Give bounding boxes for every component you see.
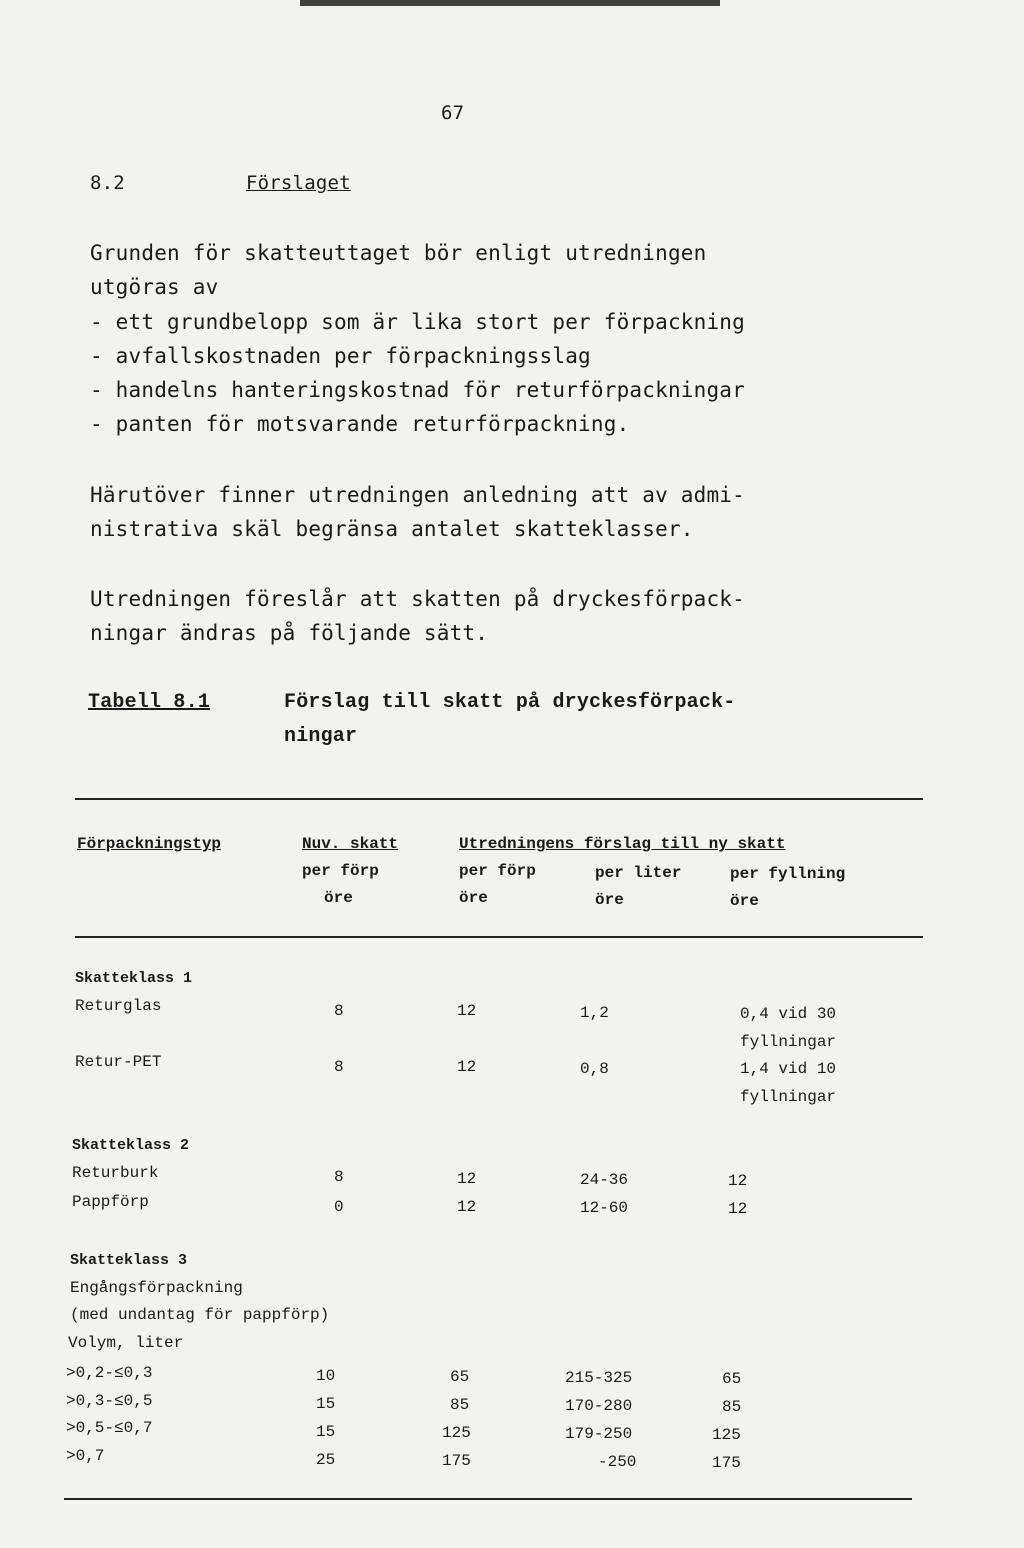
cell-per-liter: 215-325	[565, 1369, 633, 1387]
cell-per-fill: 85	[722, 1398, 742, 1416]
cell-current: 8	[334, 1168, 344, 1186]
table-label: Tabell 8.1	[88, 691, 211, 714]
cell-current: 0	[334, 1198, 344, 1216]
class-heading: Skatteklass 1	[75, 970, 193, 987]
cell-per-fill: 1,4 vid 10	[740, 1060, 837, 1078]
cell-per-forp: 175	[442, 1452, 471, 1470]
paragraph-line: nistrativa skäl begränsa antalet skatteklasser.	[90, 517, 694, 541]
section-number: 8.2	[90, 172, 125, 194]
scan-edge-mark	[300, 0, 720, 6]
paragraph-line: utgöras av	[90, 275, 219, 299]
table-title: Förslag till skatt på dryckesförpack-	[284, 691, 736, 714]
cell-type: >0,5-≤0,7	[66, 1419, 153, 1437]
cell-type: Returglas	[75, 997, 162, 1015]
table-header-rule	[75, 936, 923, 938]
table-bottom-rule	[64, 1498, 912, 1500]
cell-type: Returburk	[72, 1164, 159, 1182]
cell-per-forp: 65	[450, 1368, 470, 1386]
cell-per-fill: 12	[728, 1200, 748, 1218]
table-title-cont: ningar	[284, 725, 358, 748]
subheader: per förp	[459, 862, 536, 880]
paragraph-line: Härutöver finner utredningen anledning att av admi-	[90, 483, 745, 507]
class-description: (med undantag för pappförp)	[70, 1306, 330, 1324]
cell-per-fill: 12	[728, 1172, 748, 1190]
cell-per-forp: 12	[457, 1198, 477, 1216]
paragraph-line: - avfallskostnaden per förpackningsslag	[90, 344, 591, 368]
cell-per-liter: 1,2	[580, 1004, 609, 1022]
paragraph-line: Utredningen föreslår att skatten på dryckesförpack-	[90, 587, 745, 611]
cell-per-forp: 85	[450, 1396, 470, 1414]
class-heading: Skatteklass 2	[72, 1137, 190, 1154]
class-heading: Skatteklass 3	[70, 1252, 188, 1269]
cell-type: >0,7	[66, 1447, 105, 1465]
class-description: Volym, liter	[68, 1334, 184, 1352]
subheader-unit: öre	[730, 892, 759, 910]
cell-type: >0,2-≤0,3	[66, 1364, 153, 1382]
cell-current: 10	[316, 1367, 336, 1385]
cell-per-fill: 65	[722, 1370, 742, 1388]
paragraph-line: - handelns hanteringskostnad för returförpackningar	[90, 378, 745, 402]
paragraph-line: - panten för motsvarande returförpackning.	[90, 412, 630, 436]
header-current-tax: Nuv. skatt	[302, 835, 399, 853]
cell-current: 25	[316, 1451, 336, 1469]
cell-type: >0,3-≤0,5	[66, 1392, 153, 1410]
cell-per-forp: 12	[457, 1058, 477, 1076]
cell-per-liter: 12-60	[580, 1199, 629, 1217]
cell-per-fill-cont: fyllningar	[740, 1033, 837, 1051]
paragraph-line: - ett grundbelopp som är lika stort per förpackning	[90, 310, 745, 334]
cell-per-fill: 125	[712, 1426, 741, 1444]
subheader-unit: öre	[595, 891, 624, 909]
paragraph-line: Grunden för skatteuttaget bör enligt utredningen	[90, 241, 707, 265]
cell-current: 15	[316, 1423, 336, 1441]
section-title: Förslaget	[246, 172, 351, 194]
paragraph-line: ningar ändras på följande sätt.	[90, 621, 489, 645]
subheader-unit: öre	[324, 889, 353, 907]
cell-per-fill-cont: fyllningar	[740, 1088, 837, 1106]
cell-per-forp: 12	[457, 1170, 477, 1188]
cell-per-forp: 12	[457, 1002, 477, 1020]
cell-type: Retur-PET	[75, 1053, 162, 1071]
cell-per-fill: 175	[712, 1454, 741, 1472]
subheader: per liter	[595, 864, 682, 882]
cell-per-fill: 0,4 vid 30	[740, 1005, 837, 1023]
subheader: per fyllning	[730, 865, 846, 883]
cell-per-liter: 24-36	[580, 1171, 629, 1189]
cell-per-liter: 0,8	[580, 1060, 609, 1078]
cell-current: 8	[334, 1002, 344, 1020]
header-packaging-type: Förpackningstyp	[77, 835, 222, 853]
cell-per-liter: -250	[598, 1453, 637, 1471]
cell-per-liter: 179-250	[565, 1425, 633, 1443]
table-top-rule	[75, 798, 923, 800]
page-number: 67	[441, 102, 465, 124]
class-description: Engångsförpackning	[70, 1279, 243, 1297]
cell-type: Pappförp	[72, 1193, 149, 1211]
header-proposal-group: Utredningens förslag till ny skatt	[459, 835, 786, 853]
subheader: per förp	[302, 862, 379, 880]
cell-current: 15	[316, 1395, 336, 1413]
cell-current: 8	[334, 1058, 344, 1076]
cell-per-forp: 125	[442, 1424, 471, 1442]
subheader-unit: öre	[459, 889, 488, 907]
cell-per-liter: 170-280	[565, 1397, 633, 1415]
